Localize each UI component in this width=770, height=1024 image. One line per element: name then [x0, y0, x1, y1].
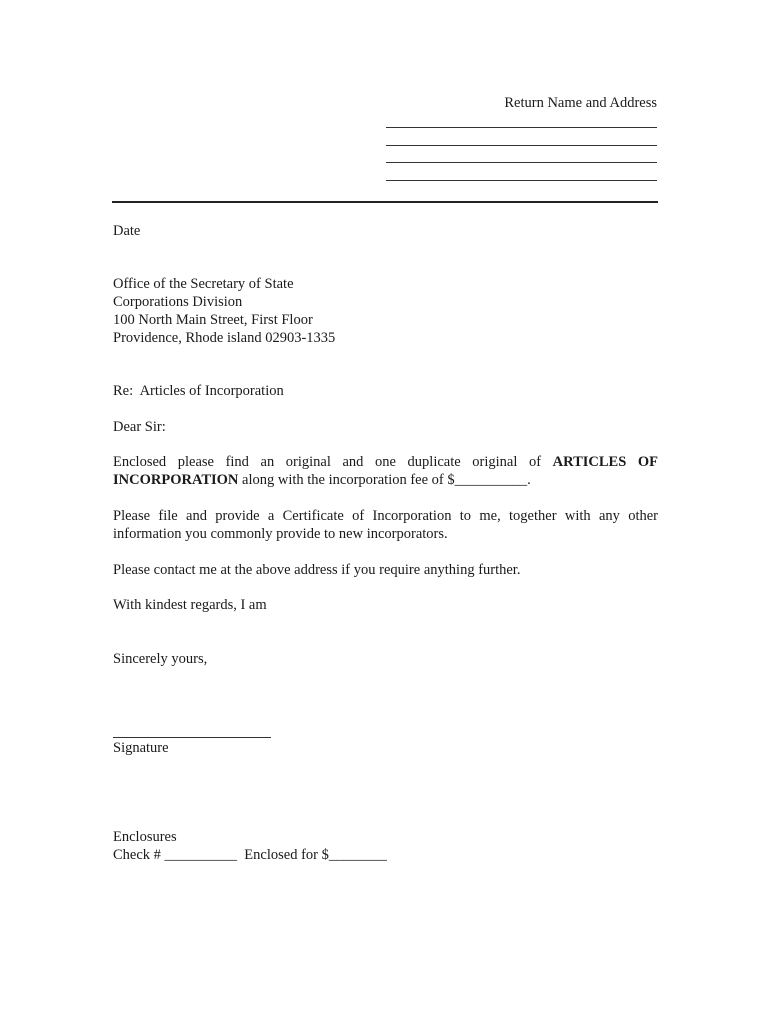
signature-label: Signature: [113, 740, 169, 756]
return-address-line: [386, 127, 657, 145]
return-address-line: [386, 145, 657, 163]
paragraph-regards: With kindest regards, I am: [113, 597, 267, 613]
signature-line: [113, 737, 271, 738]
paragraph-enclosed: [113, 453, 658, 489]
return-name-address-heading: Return Name and Address: [504, 95, 657, 111]
check-line: Check # __________ Enclosed for $________: [113, 847, 387, 863]
recipient-line-1: Office of the Secretary of State: [113, 276, 294, 292]
paragraph-enclosed-bold-a: ARTICLES OF: [552, 454, 658, 470]
salutation: Dear Sir:: [113, 419, 166, 435]
paragraph-contact: Please contact me at the above address if you require anything further.: [113, 562, 521, 578]
date-label: Date: [113, 223, 141, 239]
closing: Sincerely yours,: [113, 651, 208, 667]
subject-line: Re: Articles of Incorporation: [113, 383, 284, 399]
paragraph-enclosed-text-b: along with the incorporation fee of $__________.: [238, 472, 531, 488]
return-address-lines: [386, 127, 657, 197]
recipient-address: [113, 275, 658, 347]
return-address-line: [386, 180, 657, 198]
header-divider: [112, 201, 658, 203]
paragraph-enclosed-bold-b: INCORPORATION: [113, 472, 239, 488]
return-address-line: [386, 162, 657, 180]
recipient-line-3: 100 North Main Street, First Floor: [113, 312, 313, 328]
enclosures-label: Enclosures: [113, 829, 177, 845]
recipient-line-2: Corporations Division: [113, 294, 243, 310]
paragraph-enclosed-text-a: Enclosed please find an original and one duplicate original of: [113, 454, 553, 470]
paragraph-please-file: Please file and provide a Certificate of Incorporation to me, together with any other information you commonly provide to new incorporators.: [113, 508, 658, 542]
recipient-line-4: Providence, Rhode island 02903-1335: [113, 330, 336, 346]
